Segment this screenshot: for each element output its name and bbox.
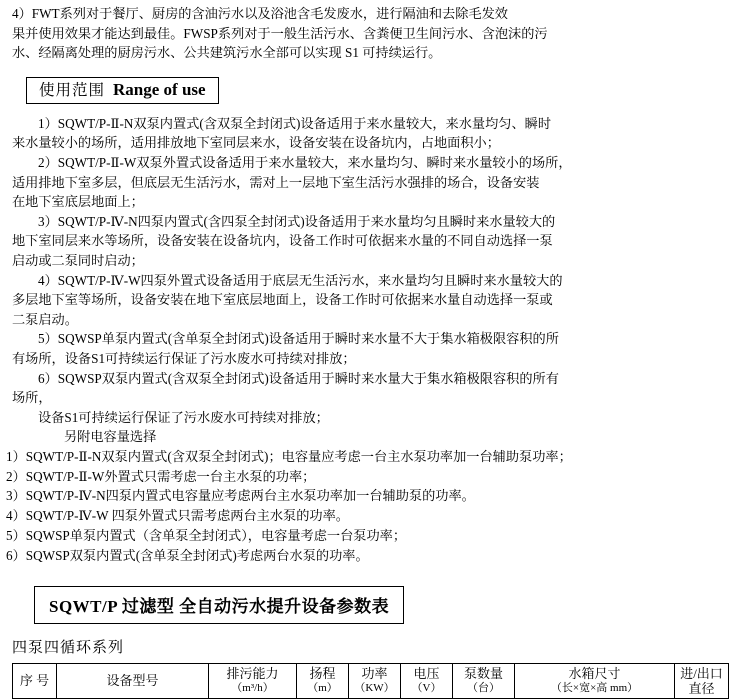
table-header-model-label: 设备型号 [106, 673, 159, 689]
spec-table [12, 663, 729, 699]
table-header-cell-pump-count [453, 663, 515, 698]
range-of-use-list [12, 114, 726, 447]
table-header-cell-power [349, 663, 401, 698]
table-header-tank-size-unit: （长×宽×高 mm） [550, 681, 639, 694]
table-header-voltage-label: 电压 [413, 665, 440, 681]
table-header-capacity-label: 排污能力 [226, 665, 279, 681]
list-item: 二泵启动。 [12, 311, 78, 327]
list-item: 1）SQWT/P-Ⅱ-N双泵内置式(含双泵全封闭式)；电容量应考虑一台主水泵功率加一台辅助泵功率； [6, 448, 572, 464]
list-item: 在地下室底层地面上； [12, 194, 144, 210]
top-paragraph-line-2: 果并使用效果才能达到最佳。FWSP系列对于一般生活污水、含粪便卫生间污水、含泡沫的污 [12, 25, 548, 41]
table-header-cell-index [13, 663, 57, 698]
list-item: 1）SQWT/P-Ⅱ-N双泵内置式(含双泵全封闭式)设备适用于来水量较大，来水量均匀、瞬时 [38, 115, 552, 131]
spec-table-title: SQWT/P 过滤型 全自动污水提升设备参数表 [34, 586, 404, 624]
table-header-port-label: 进/出口 [680, 665, 723, 681]
table-header-index-line1: 序 [19, 672, 33, 688]
list-item: 3）SQWT/P-Ⅳ-N四泵内置式电容量应考虑两台主水泵功率加一台辅助泵的功率。 [6, 488, 475, 504]
list-item: 来水量较小的场所，适用排放地下室同层来水，设备安装在设备坑内，占地面积小； [12, 135, 500, 151]
table-header-voltage-unit: （V） [411, 681, 442, 694]
table-header-tank-size-label: 水箱尺寸 [568, 665, 621, 681]
list-item: 5）SQWSP单泵内置式(含单泵全封闭式)设备适用于瞬时来水量不大于集水箱极限容积的所 [38, 331, 559, 347]
table-header-capacity-unit: （m³/h） [231, 681, 274, 694]
table-header-head-unit: （m） [307, 681, 338, 694]
list-item: 场所， [12, 390, 52, 406]
list-item: 启动或二泵同时启动； [12, 252, 144, 268]
top-paragraph-line-3: 水、经隔离处理的厨房污水、公共建筑污水全部可以实现 S1 可持续运行。 [12, 45, 442, 61]
list-item: 设备S1可持续运行保证了污水废水可持续对排放； [38, 409, 329, 425]
list-item: 适用排地下室多层，但底层无生活污水，需对上一层地下室生活污水强排的场合，设备安装 [12, 174, 540, 190]
table-header-power-unit: （KW） [354, 681, 395, 694]
list-item: 6）SQWSP双泵内置式(含单泵全封闭式)考虑两台水泵的功率。 [6, 547, 369, 563]
table-header-cell-voltage [401, 663, 453, 698]
list-item: 4）SQWT/P-Ⅳ-W四泵外置式设备适用于底层无生活污水，来水量均匀且瞬时来水量较大的 [38, 272, 563, 288]
table-header-cell-port-diameter [675, 663, 729, 698]
table-header-pump-count-label: 泵数量 [463, 665, 503, 681]
list-item: 有场所，设备S1可持续运行保证了污水废水可持续对排放； [12, 350, 356, 366]
section-heading-range-of-use [26, 77, 219, 104]
section-heading-en: Range of use [113, 79, 206, 99]
table-header-row [13, 663, 729, 698]
table-header-cell-tank-size [515, 663, 675, 698]
section-heading-cn: 使用范围 [39, 81, 106, 99]
table-header-port-unit: 直径 [688, 680, 715, 696]
list-item: 2）SQWT/P-Ⅱ-W双泵外置式设备适用于来水量较大，来水量均匀、瞬时来水量较小的场所， [38, 154, 572, 170]
table-header-cell-capacity [209, 663, 297, 698]
spec-table-series-label: 四泵四循环系列 [12, 639, 125, 656]
list-item: 2）SQWT/P-Ⅱ-W外置式只需考虑一台主水泵的功率； [6, 468, 316, 484]
table-header-cell-model [57, 663, 209, 698]
top-paragraph [0, 0, 750, 63]
capacity-sub-note: 另附电容量选择 [64, 429, 157, 445]
list-item: 多层地下室等场所，设备安装在地下室底层地面上，设备工作时可依据来水量自动选择一泵或 [12, 292, 553, 308]
list-item: 3）SQWT/P-Ⅳ-N四泵内置式(含四泵全封闭式)设备适用于来水量均匀且瞬时来水量较大的 [38, 213, 556, 229]
list-item: 5）SQWSP单泵内置式（含单泵全封闭式），电容量考虑一台泵功率； [6, 528, 407, 544]
list-item: 6）SQWSP双泵内置式(含双泵全封闭式)设备适用于瞬时来水量大于集水箱极限容积的所有 [38, 370, 559, 386]
table-header-cell-head [297, 663, 349, 698]
list-item: 4）SQWT/P-Ⅳ-W 四泵外置式只需考虑两台主水泵的功率。 [6, 508, 349, 524]
table-header-power-label: 功率 [361, 665, 388, 681]
list-item: 地下室同层来水等场所，设备安装在设备坑内，设备工作时可依据来水量的不同自动选择一泵 [12, 233, 553, 249]
table-header-pump-count-unit: （台） [467, 681, 500, 694]
table-header-head-label: 扬程 [309, 665, 336, 681]
top-paragraph-line-1: 4）FWT系列对于餐厅、厨房的含油污水以及浴池含毛发废水，进行隔油和去除毛发效 [12, 6, 508, 21]
capacity-list [6, 447, 726, 566]
table-header-index-line2: 号 [36, 672, 50, 688]
